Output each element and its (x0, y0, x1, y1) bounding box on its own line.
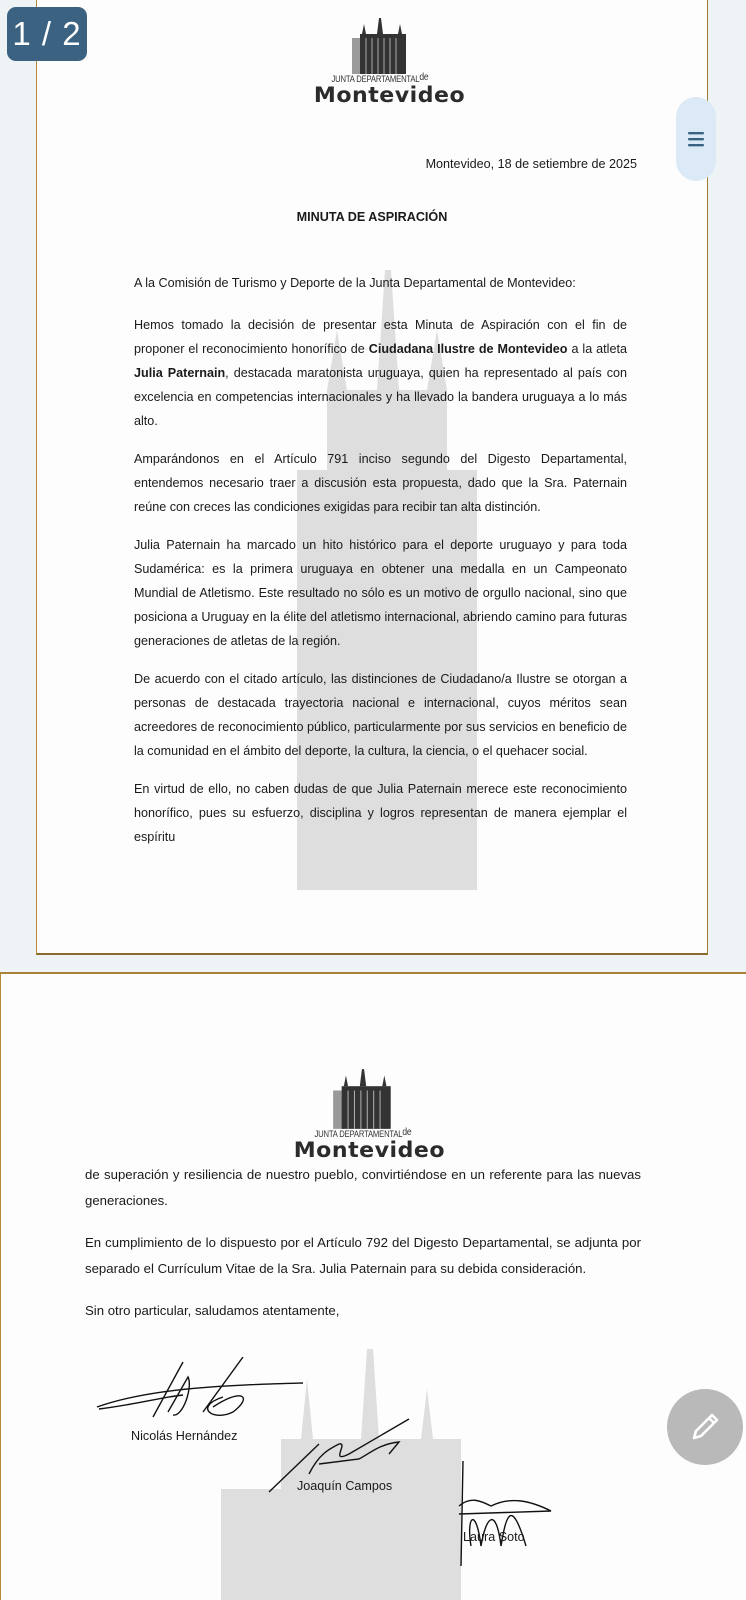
document-page-2[interactable] (0, 972, 746, 1600)
signature-laura-soto (451, 1456, 561, 1576)
letterhead-city: Montevideo (293, 1138, 446, 1162)
closing: Sin otro particular, saludamos atentamente, (85, 1303, 340, 1318)
document-date: Montevideo, 18 de setiembre de 2025 (425, 157, 637, 171)
letterhead-city: Montevideo (313, 83, 466, 107)
letterhead-junta: JUNTA DEPARTAMENTALde (331, 72, 429, 84)
paragraph-5: En virtud de ello, no caben dudas de que Julia Paternain merece este reconocimiento honorífico, pues su esfuerzo, disciplina y logros representan de manera ejemplar el espíritu (134, 782, 627, 844)
letterhead-logo (293, 1069, 446, 1162)
page-counter-badge: 1 / 2 (7, 7, 87, 61)
document-page-1[interactable] (36, 0, 708, 955)
pencil-icon (688, 1410, 722, 1444)
signer-name-1: Nicolás Hernández (131, 1429, 238, 1443)
building-logo-icon (350, 18, 410, 74)
letterhead-logo (313, 18, 466, 107)
signer-name-3: Laura Soto (463, 1530, 525, 1544)
paragraph-2: Amparándonos en el Artículo 791 inciso segundo del Digesto Departamental, entendemos necesario traer a discusión esta propuesta, dado que la Sra. Paternain reúne con creces las condiciones exigidas para recibir tan alta distinción. (134, 452, 627, 514)
paragraph-7: En cumplimiento de lo dispuesto por el Artículo 792 del Digesto Departamental, se adjunta por separado el Currículum Vitae de la Sra. Julia Paternain para su debida consideración. (85, 1235, 641, 1276)
paragraph-6: de superación y resiliencia de nuestro pueblo, convirtiéndose en un referente para las nuevas generaciones. (85, 1167, 641, 1208)
hamburger-menu-icon (687, 130, 705, 148)
building-logo-icon (331, 1069, 395, 1129)
paragraph-3: Julia Paternain ha marcado un hito histórico para el deporte uruguayo y para toda Sudamérica: es la primera uruguaya en obtener una medalla en un Campeonato Mundial de Atletismo. Este resultado no sólo es un motivo de orgullo nacional, sino que posiciona a Uruguay en la élite del atletismo internacional, abriendo camino para futuras generaciones de atletas de la región. (134, 538, 627, 648)
paragraph-1: Hemos tomado la decisión de presentar esta Minuta de Aspiración con el fin de proponer el reconocimiento honorífico de Ciudadana Ilustre de Montevideo a la atleta Julia Paternain, destacada maratonista uruguaya, quien ha representado al país con excelencia en competencias internacionales y ha llevado la bandera uruguaya a lo más alto. (134, 318, 628, 428)
paragraph-4: De acuerdo con el citado artículo, las distinciones de Ciudadano/a Ilustre se otorgan a personas de destacada trayectoria nacional e internacional, cuyos méritos sean acreedores de reconocimiento público, particularmente por sus servicios en beneficio de la comunidad en el ámbito del deporte, la cultura, la ciencia, o el quehacer social. (134, 672, 627, 758)
letterhead-junta: JUNTA DEPARTAMENTALde (314, 1127, 412, 1139)
edit-button[interactable] (667, 1389, 743, 1465)
document-title: MINUTA DE ASPIRACIÓN (296, 210, 448, 224)
addressee: A la Comisión de Turismo y Deporte de la Junta Departamental de Montevideo: (134, 276, 576, 290)
menu-button[interactable] (676, 97, 716, 181)
signer-name-2: Joaquín Campos (297, 1479, 393, 1493)
